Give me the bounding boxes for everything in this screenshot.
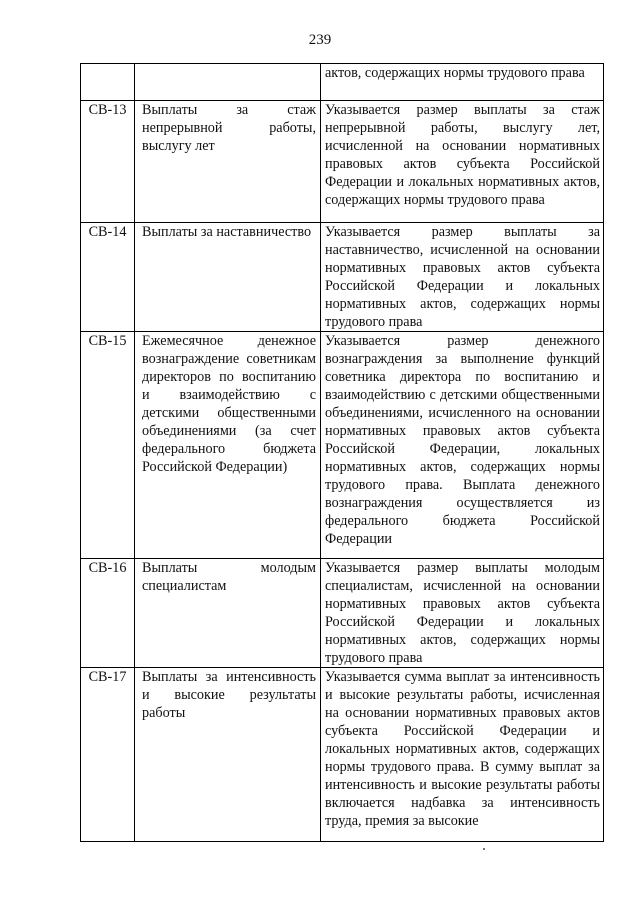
row-code-cell	[81, 223, 135, 332]
row-name: Ежемесячное денежное вознаграждение советникам директоров по воспитанию и взаимодействию с детскими общественными объединениями (за счет федерального бюджета Российской Федерации)	[142, 333, 316, 475]
table-row	[81, 559, 604, 668]
table-row	[81, 101, 604, 223]
row-description-cell	[321, 64, 604, 101]
row-code-cell	[81, 559, 135, 668]
row-description-cell	[321, 559, 604, 668]
row-description: Указывается размер денежного вознаграждения за выполнение функций советника директора по воспитанию и взаимодействию с детскими общественными объединениями, исчисленного на основании нормативных правовых актов субъекта Российской Федерации, локальных нормативных актов, содержащих нормы трудового права. Выплата денежного вознаграждения осуществляется из федерального бюджета Российской Федерации	[325, 333, 600, 547]
row-name-cell	[135, 64, 321, 101]
row-description: Указывается размер выплаты за стаж непрерывной работы, выслугу лет, исчисленной на основании нормативных правовых актов субъекта Российской Федерации и локальных нормативных актов, содержащих нормы трудового права	[325, 102, 600, 208]
row-name-cell	[135, 668, 321, 842]
table-row	[81, 332, 604, 559]
row-code: СВ-13	[88, 102, 127, 118]
row-name: Выплаты за наставничество	[142, 224, 312, 240]
row-description: Указывается размер выплаты молодым специалистам, исчисленной на основании нормативных правовых актов субъекта Российской Федерации и локальных нормативных актов, содержащих нормы трудового права	[325, 560, 600, 666]
row-code-cell	[81, 668, 135, 842]
table-row	[81, 668, 604, 842]
row-description: Указывается сумма выплат за интенсивность и высокие результаты работы, исчисленная на основании нормативных правовых актов субъекта Российской Федерации и локальных нормативных актов, содержащих нормы трудового права. В сумму выплат за интенсивность и высокие результаты работы включается надбавка за интенсивность труда, премия за высокие	[325, 669, 600, 829]
row-description-cell	[321, 101, 604, 223]
table-row	[81, 64, 604, 101]
row-code: СВ-15	[88, 333, 127, 349]
row-description-cell	[321, 668, 604, 842]
row-description-cell	[321, 332, 604, 559]
row-description-cell	[321, 223, 604, 332]
scan-speck	[483, 848, 485, 850]
row-description: Указывается размер выплаты за наставничество, исчисленной на основании нормативных правовых актов субъекта Российской Федерации и локальных нормативных актов, содержащих нормы трудового права	[325, 224, 600, 330]
row-code: СВ-14	[88, 224, 127, 240]
row-name-cell	[135, 101, 321, 223]
row-name-cell	[135, 223, 321, 332]
row-code-cell	[81, 332, 135, 559]
payments-table	[80, 63, 604, 842]
row-code: СВ-16	[88, 560, 127, 576]
table-row	[81, 223, 604, 332]
page-number: 239	[308, 32, 332, 48]
row-code-cell	[81, 101, 135, 223]
row-name: Выплаты за стаж непрерывной работы, выслугу лет	[142, 102, 316, 154]
row-name-cell	[135, 559, 321, 668]
row-code: СВ-17	[88, 669, 127, 685]
row-name-cell	[135, 332, 321, 559]
row-description: актов, содержащих нормы трудового права	[325, 65, 585, 81]
row-name: Выплаты за интенсивность и высокие результаты работы	[142, 669, 316, 721]
row-name: Выплаты молодым специалистам	[142, 560, 316, 594]
row-code-cell	[81, 64, 135, 101]
